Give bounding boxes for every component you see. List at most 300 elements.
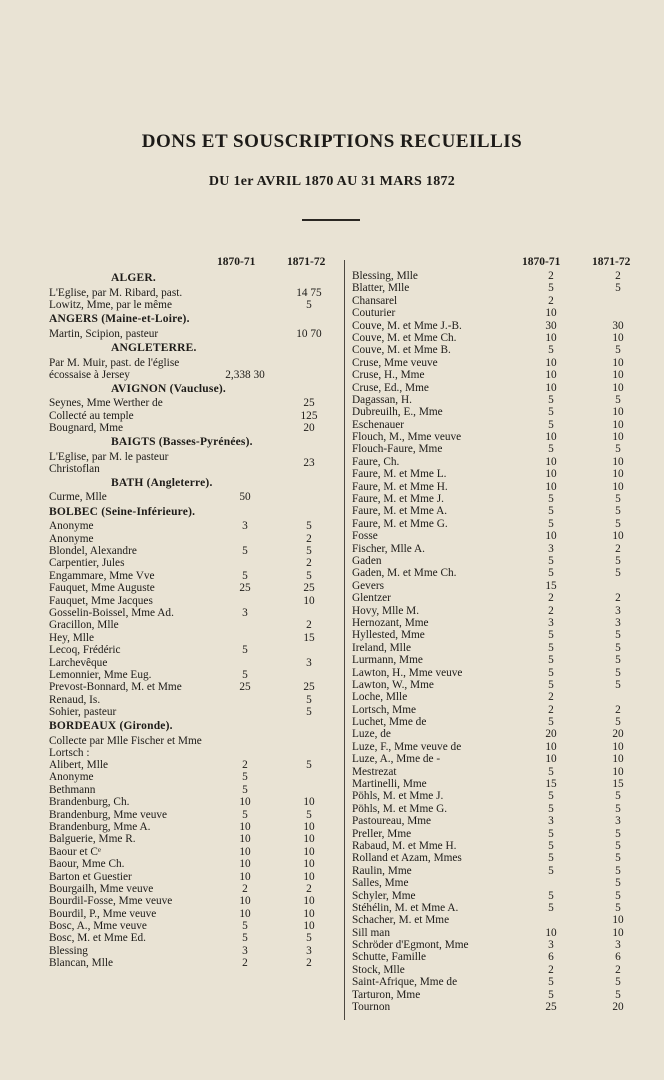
donor-name: Brandenburg, Mme veuve [49,808,168,821]
amount-1871-72: 10 [612,455,624,468]
section-heading [49,504,343,521]
table-row [352,629,656,641]
donor-name: Faure, M. et Mme G. [352,517,448,530]
amount-1871-72: 10 [612,530,624,543]
section-heading [49,381,343,398]
donor-name: Balguerie, Mme R. [49,833,136,846]
amount-1870-71: 5 [548,567,554,580]
table-row [352,865,656,877]
amount-1871-72: 25 [303,582,315,595]
table-row [49,895,343,907]
donor-name: Baour et Cᵉ [49,845,101,858]
table-row [49,328,343,340]
amount-1870-71: 3 [242,606,248,619]
table-row [352,654,656,666]
amount-1870-71: 5 [242,668,248,681]
table-row [352,431,656,443]
donor-name: Luchet, Mme de [352,716,427,729]
donor-name: Lurmann, Mme [352,654,423,667]
amount-1871-72: 3 [615,604,621,617]
donor-name: Eschenauer [352,418,405,431]
donor-name: Bourdil, P., Mme veuve [49,907,157,920]
table-row [352,1001,656,1013]
amount-1870-71: 10 [545,307,557,320]
section-title: BORDEAUX (Gironde). [49,720,173,733]
amount-1870-71: 3 [242,944,248,957]
table-row [49,570,343,582]
donor-name: Hovy, Mlle M. [352,604,420,617]
donor-name: Couve, M. et Mme B. [352,344,451,357]
donor-name: Lowitz, Mme, par le même [49,298,172,311]
amount-1870-71: 5 [548,678,554,691]
amount-1870-71: 5 [548,493,554,506]
left-rows [49,270,343,970]
amount-1871-72: 10 [612,418,624,431]
table-row [352,741,656,753]
amount-1871-72: 5 [615,852,621,865]
amount-1870-71: 5 [242,783,248,796]
amount-1871-72: 2 [306,619,312,632]
amount-1871-72: 10 [303,870,315,883]
table-row [352,902,656,914]
section-heading [49,434,343,451]
donor-name: Gosselin-Boissel, Mme Ad. [49,606,174,619]
section-title: ANGLETERRE. [111,342,197,355]
amount-1871-72: 14 75 [296,286,322,299]
amount-1871-72: 10 [303,845,315,858]
column-divider [344,260,345,1020]
amount-1870-71: 10 [239,845,251,858]
amount-1871-72: 10 [612,740,624,753]
left-header-1871-72: 1871-72 [287,256,326,268]
left-column [49,256,343,970]
amount-1870-71: 5 [548,976,554,989]
amount-1870-71: 5 [548,889,554,902]
amount-1871-72: 20 [303,421,315,434]
table-row [49,908,343,920]
table-row [352,493,656,505]
donor-name: Brandenburg, Ch. [49,796,130,809]
amount-1871-72: 10 [303,920,315,933]
donor-name: Bosc, A., Mme veuve [49,920,147,933]
table-row [352,580,656,592]
table-row [352,803,656,815]
donor-name: Faure, Ch. [352,455,400,468]
amount-1870-71: 5 [548,641,554,654]
donor-name: Schyler, Mme [352,889,416,902]
table-row [49,858,343,870]
amount-1871-72: 25 [303,681,315,694]
donor-name: Preller, Mme [352,827,412,840]
amount-1871-72: 5 [615,393,621,406]
table-row [49,644,343,656]
donor-name: Pöhls, M. et Mme J. [352,790,444,803]
donor-name: L'Eglise, par M. Ribard, past. [49,286,183,299]
amount-1871-72: 5 [615,901,621,914]
donor-name: Bourgailh, Mme veuve [49,882,154,895]
amount-1871-72: 10 [303,820,315,833]
right-header-1870-71: 1870-71 [522,256,561,268]
donor-name: Gaden, M. et Mme Ch. [352,567,457,580]
donor-name: Renaud, Is. [49,693,101,706]
amount-1871-72: 5 [306,808,312,821]
table-row [49,520,343,532]
amount-1870-71: 2 [548,294,554,307]
donor-name: Anonyme [49,520,94,533]
table-row [352,704,656,716]
section-heading [49,311,343,328]
amount-1871-72: 10 [612,468,624,481]
amount-1871-72: 25 [303,397,315,410]
amount-1870-71: 5 [548,790,554,803]
donor-name: Chansarel [352,294,398,307]
amount-1870-71: 20 [545,728,557,741]
donor-name: Faure, M. et Mme A. [352,505,448,518]
donor-name: Blondel, Alexandre [49,545,137,558]
section-title: BOLBEC (Seine-Inférieure). [49,505,196,518]
amount-1871-72: 5 [615,790,621,803]
section-heading [49,718,343,735]
amount-1871-72: 10 [303,796,315,809]
donor-name: Faure, M. et Mme J. [352,493,444,506]
donor-name: Schröder d'Egmont, Mme [352,939,469,952]
table-row [49,932,343,944]
donor-name: Brandenburg, Mme A. [49,820,151,833]
amount-1870-71: 5 [548,554,554,567]
amount-1870-71: 10 [545,369,557,382]
amount-1871-72: 5 [615,666,621,679]
donor-name: Martinelli, Mme [352,778,427,791]
donor-name: Saint-Afrique, Mme de [352,976,458,989]
amount-1870-71: 5 [548,864,554,877]
amount-1871-72: 10 [612,331,624,344]
donor-name: Bethmann [49,783,96,796]
table-row [352,679,656,691]
donor-name: Fischer, Mlle A. [352,542,425,555]
donor-name: Par M. Muir, past. de l'église écossaise à Jersey [49,356,180,381]
amount-1870-71: 3 [548,542,554,555]
left-column-header [49,256,343,270]
table-row [352,828,656,840]
table-row [352,753,656,765]
amount-1870-71: 5 [548,827,554,840]
table-row [352,890,656,902]
amount-1871-72: 125 [300,409,318,422]
amount-1871-72: 5 [306,520,312,533]
table-row [352,344,656,356]
amount-1871-72: 20 [612,728,624,741]
table-row [49,397,343,409]
table-row [49,821,343,833]
donor-name: Stock, Mlle [352,963,405,976]
amount-1870-71: 5 [548,418,554,431]
amount-1871-72: 5 [615,517,621,530]
amount-1870-71: 10 [545,530,557,543]
table-row [352,877,656,889]
left-header-1870-71: 1870-71 [217,256,256,268]
amount-1871-72: 10 [612,431,624,444]
amount-1871-72: 5 [615,567,621,580]
amount-1871-72: 10 [612,753,624,766]
donor-name: Couve, M. et Mme J.-B. [352,319,462,332]
amount-1870-71: 5 [242,545,248,558]
amount-1871-72: 5 [615,505,621,518]
table-row [49,883,343,895]
amount-1870-71: 3 [242,520,248,533]
amount-1870-71: 25 [545,1001,557,1014]
amount-1870-71: 3 [548,616,554,629]
amount-1871-72: 5 [615,889,621,902]
amount-1870-71: 10 [545,468,557,481]
table-row [352,518,656,530]
donor-name: Cruse, H., Mme [352,369,425,382]
table-row [352,406,656,418]
amount-1870-71: 5 [548,517,554,530]
amount-1871-72: 10 [303,907,315,920]
section-title: ALGER. [111,272,156,284]
donor-name: Glentzer [352,592,391,605]
amount-1871-72: 5 [615,493,621,506]
donor-name: Collecte par Mlle Fischer et Mme Lortsch : [49,734,202,759]
amount-1871-72: 30 [612,319,624,332]
amount-1870-71: 2 [242,882,248,895]
right-column [352,256,656,1013]
amount-1871-72: 5 [615,839,621,852]
table-row [49,706,343,718]
table-row [352,456,656,468]
section-title: AVIGNON (Vaucluse). [111,382,226,395]
amount-1871-72: 5 [615,641,621,654]
amount-1871-72: 2 [615,542,621,555]
donor-name: Lawton, W., Mme [352,678,434,691]
amount-1870-71: 5 [242,932,248,945]
amount-1870-71: 10 [239,895,251,908]
amount-1870-71: 10 [239,870,251,883]
amount-1871-72: 5 [306,298,312,311]
table-row [352,394,656,406]
amount-1870-71: 25 [239,681,251,694]
amount-1871-72: 3 [615,616,621,629]
amount-1870-71: 10 [545,431,557,444]
amount-1871-72: 2 [615,592,621,605]
amount-1870-71: 5 [548,406,554,419]
donor-name: Faure, M. et Mme H. [352,480,448,493]
amount-1870-71: 2 [548,270,554,282]
table-row [49,759,343,771]
donor-name: Faure, M. et Mme L. [352,468,447,481]
amount-1871-72: 10 [612,356,624,369]
amount-1871-72: 10 [303,895,315,908]
amount-1870-71: 5 [242,808,248,821]
amount-1870-71: 2 [548,963,554,976]
amount-1870-71: 5 [548,716,554,729]
amount-1871-72: 5 [615,716,621,729]
table-row [49,809,343,821]
donor-name: Schacher, M. et Mme [352,914,450,927]
donor-name: L'Eglise, par M. le pasteur Christoflan [49,450,169,475]
right-column-header [352,256,656,270]
donor-name: Blessing, Mlle [352,270,418,282]
amount-1871-72: 10 [612,765,624,778]
right-header-1871-72: 1871-72 [592,256,631,268]
table-row [352,530,656,542]
table-row [49,945,343,957]
amount-1871-72: 5 [615,802,621,815]
table-row [352,989,656,1001]
amount-1870-71: 5 [548,852,554,865]
amount-1871-72: 2 [615,270,621,282]
table-row [49,657,343,669]
table-row [49,833,343,845]
table-row [49,619,343,631]
donor-name: Engammare, Mme Vve [49,569,155,582]
table-row [352,605,656,617]
donor-name: Couve, M. et Mme Ch. [352,331,457,344]
donor-name: Blessing [49,944,88,957]
amount-1871-72: 10 [612,406,624,419]
donor-name: Bosc, M. et Mme Ed. [49,932,146,945]
amount-1870-71: 15 [545,778,557,791]
donor-name: Gaden [352,554,382,567]
amount-1870-71: 5 [548,666,554,679]
amount-1871-72: 5 [306,758,312,771]
donor-name: Luze, A., Mme de - [352,753,441,766]
section-heading [49,270,343,287]
donor-name: Ireland, Mlle [352,641,411,654]
donor-name: Hey, Mlle [49,631,95,644]
donor-name: Luze, F., Mme veuve de [352,740,462,753]
donor-name: Hernozant, Mme [352,616,429,629]
amount-1870-71: 5 [548,802,554,815]
amount-1871-72: 3 [306,944,312,957]
table-row [352,468,656,480]
donor-name: Alibert, Mlle [49,758,108,771]
table-row [49,582,343,594]
amount-1871-72: 10 [612,369,624,382]
amount-1871-72: 5 [306,932,312,945]
amount-1870-71: 10 [239,907,251,920]
table-row [352,382,656,394]
amount-1871-72: 5 [615,976,621,989]
amount-1871-72: 3 [306,656,312,669]
table-row [352,766,656,778]
donor-name: Loche, Mlle [352,691,408,704]
table-row [49,871,343,883]
right-rows [352,270,656,1013]
donor-name: Hyllested, Mme [352,629,425,642]
amount-1871-72: 3 [615,939,621,952]
amount-1870-71: 10 [545,356,557,369]
amount-1870-71: 10 [239,796,251,809]
donor-name: Martin, Scipion, pasteur [49,327,159,340]
table-row [49,846,343,858]
donor-name: Dagassan, H. [352,393,412,406]
table-row [352,642,656,654]
donor-name: Blancan, Mlle [49,957,113,970]
table-row [352,369,656,381]
table-row [352,691,656,703]
donor-name: Fauquet, Mme Jacques [49,594,153,607]
table-row [49,451,343,475]
amount-1871-72: 2 [306,882,312,895]
amount-1870-71: 25 [239,582,251,595]
amount-1871-72: 5 [306,569,312,582]
amount-1871-72: 20 [612,1001,624,1014]
table-row [49,491,343,503]
amount-1870-71: 2 [548,592,554,605]
amount-1871-72: 10 [303,594,315,607]
table-row [49,784,343,796]
donor-name: Rabaud, M. et Mme H. [352,839,457,852]
section-heading [49,475,343,492]
table-row [49,920,343,932]
amount-1871-72: 3 [615,815,621,828]
donor-name: Lemonnier, Mme Eug. [49,668,152,681]
amount-1870-71: 5 [548,393,554,406]
amount-1871-72: 10 [303,833,315,846]
donor-name: Flouch-Faure, Mme [352,443,443,456]
table-row [49,299,343,311]
amount-1870-71: 2,338 30 [225,368,265,381]
amount-1870-71: 6 [548,951,554,964]
table-row [352,815,656,827]
amount-1870-71: 3 [548,939,554,952]
amount-1870-71: 2 [548,604,554,617]
amount-1870-71: 10 [239,820,251,833]
title-rule [302,219,360,221]
table-row [49,632,343,644]
amount-1870-71: 10 [545,926,557,939]
donor-name: Flouch, M., Mme veuve [352,431,462,444]
donor-name: Curme, Mlle [49,491,107,504]
table-row [352,320,656,332]
table-row [352,419,656,431]
table-row [352,778,656,790]
table-row [49,422,343,434]
donor-name: Lawton, H., Mme veuve [352,666,463,679]
amount-1871-72: 5 [306,693,312,706]
table-row [352,927,656,939]
table-row [352,567,656,579]
donor-name: Lecoq, Frédéric [49,644,121,657]
donor-name: Salles, Mme [352,877,409,890]
amount-1870-71: 10 [545,753,557,766]
amount-1870-71: 15 [545,579,557,592]
donor-name: Prevost-Bonnard, M. et Mme [49,681,182,694]
amount-1871-72: 15 [303,631,315,644]
donor-name: Blatter, Mlle [352,282,410,295]
amount-1870-71: 5 [548,344,554,357]
table-row [49,607,343,619]
amount-1871-72: 2 [306,957,312,970]
donor-name: Dubreuilh, E., Mme [352,406,443,419]
amount-1871-72: 5 [615,282,621,295]
amount-1870-71: 5 [242,569,248,582]
donor-name: Carpentier, Jules [49,557,125,570]
amount-1871-72: 10 [612,480,624,493]
donor-name: Anonyme [49,532,94,545]
table-row [49,957,343,969]
amount-1871-72: 2 [615,963,621,976]
table-row [352,443,656,455]
donor-name: Pöhls, M. et Mme G. [352,802,448,815]
table-row [352,505,656,517]
amount-1870-71: 10 [545,381,557,394]
section-heading [49,340,343,357]
amount-1871-72: 10 [612,926,624,939]
donor-name: Rolland et Azam, Mmes [352,852,462,865]
amount-1870-71: 10 [545,480,557,493]
